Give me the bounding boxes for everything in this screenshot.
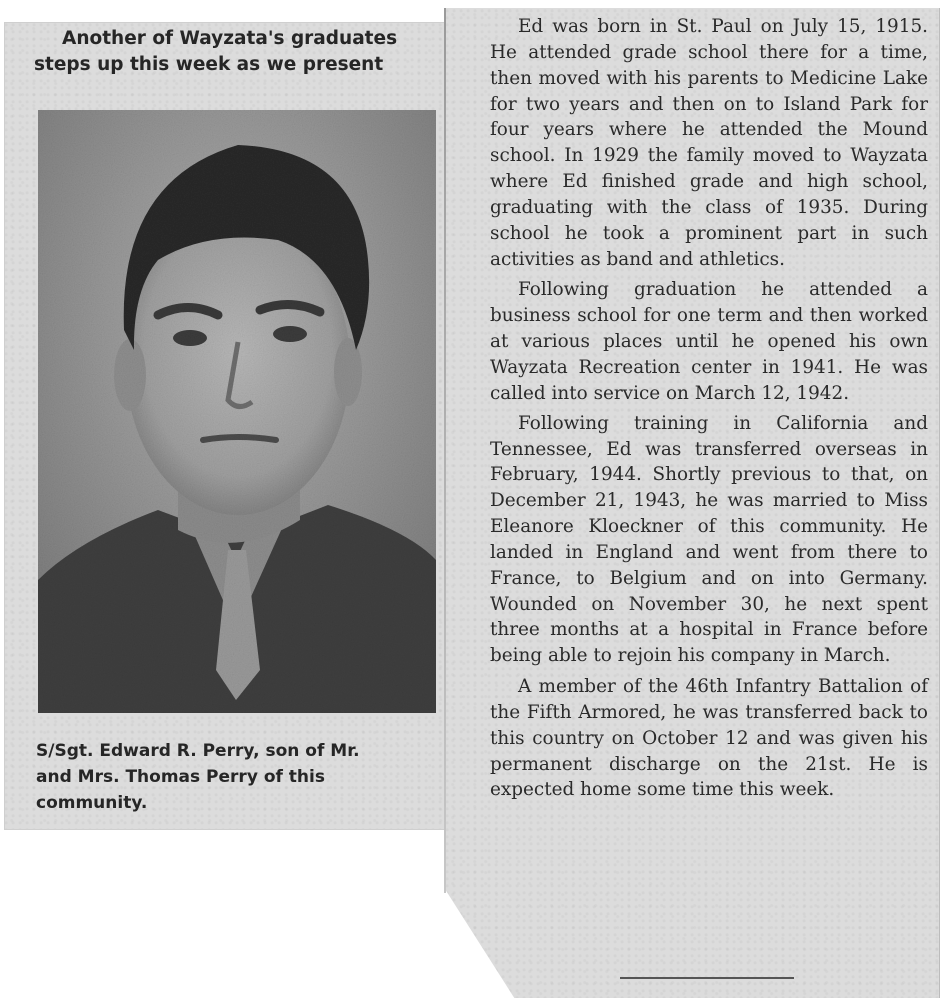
article-body [490, 14, 928, 808]
caption-line-3: community. [36, 793, 148, 813]
portrait-illustration [38, 110, 436, 713]
portrait-photo [38, 110, 436, 713]
caption-line-1: S/Sgt. Edward R. Perry, son of Mr. [36, 741, 360, 761]
article-end-rule [620, 977, 794, 979]
article-paragraph-4: A member of the 46th Infantry Battalion of the Fifth Armored, he was transferred back to this country on October 12 and was given his permanent discharge on the 21st. He is expected home some time this week. [490, 676, 928, 801]
photo-caption [36, 738, 446, 816]
headline-line-1: Another of Wayzata's graduates [62, 28, 398, 49]
headline-line-2: steps up this week as we present [34, 54, 384, 75]
article-paragraph-1: Ed was born in St. Paul on July 15, 1915. He attended grade school there for a time, then moved with his parents to Medicine Lake for two years and then on to Island Park for four years where he attended the Mound school. In 1929 the family moved to Wayzata where Ed finished grade and high school, graduating with the class of 1935. During school he took a prominent part in such activities as band and athletics. [490, 16, 928, 270]
caption-line-2: and Mrs. Thomas Perry of this [36, 767, 325, 787]
article-paragraph-3: Following training in California and Tennessee, Ed was transferred overseas in February, 1944. Shortly previous to that, on December 21, 1943, he was married to Miss Eleanore Kloeckner of this community. He landed in England and went from there to France, to Belgium and on into Germany. Wounded on November 30, he next spent three months at a hospital in France before being able to rejoin his company in March. [490, 412, 928, 667]
article-paragraph-2: Following graduation he attended a business school for one term and then worked at various places until he opened his own Wayzata Recreation center in 1941. He was called into service on March 12, 1942. [490, 279, 928, 404]
clipping-headline [34, 26, 444, 78]
